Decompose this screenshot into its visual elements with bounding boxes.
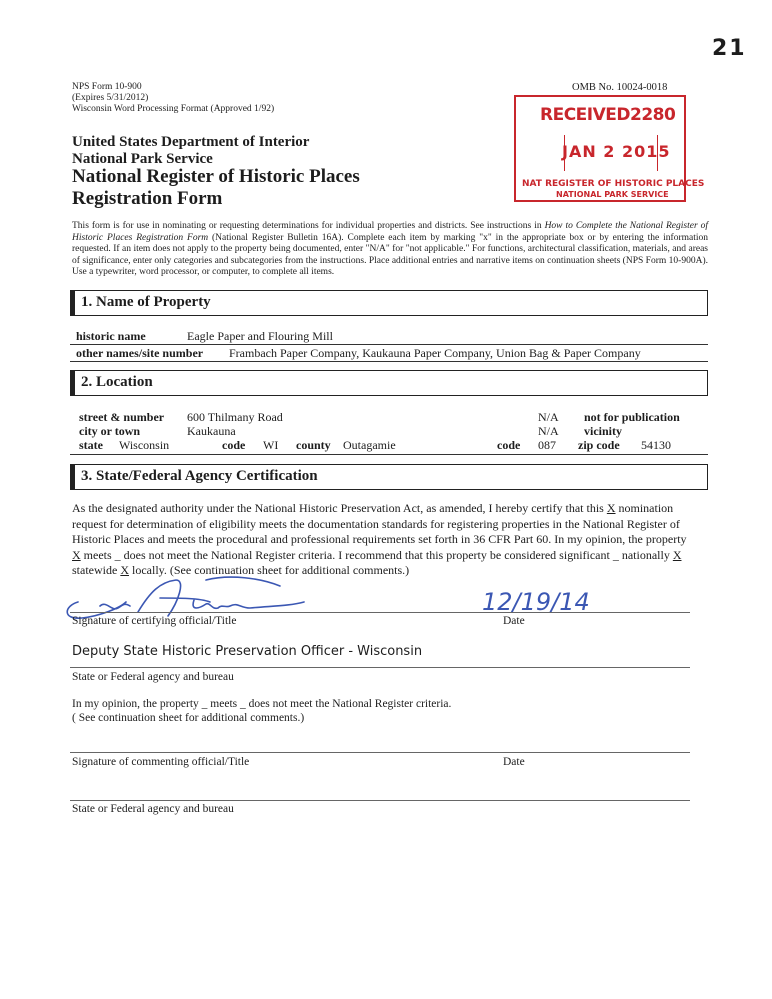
section-1-title: 1. Name of Property xyxy=(81,294,211,310)
service-title: National Park Service xyxy=(72,151,213,167)
vicinity-label: vicinity xyxy=(584,424,622,438)
agency-line xyxy=(70,667,690,668)
section-3-header xyxy=(70,464,708,490)
city-value: Kaukauna xyxy=(187,424,236,438)
county-label: county xyxy=(296,438,331,452)
zip-value: 54130 xyxy=(641,438,671,452)
omb-number: OMB No. 10024-0018 xyxy=(572,82,668,93)
agency-label: State or Federal agency and bureau xyxy=(72,671,234,683)
city-label: city or town xyxy=(79,424,141,438)
meets-mark: X xyxy=(72,547,81,562)
section-2-title: 2. Location xyxy=(81,374,153,390)
state-label: state xyxy=(79,438,103,452)
page-number: 21 xyxy=(712,36,747,61)
comment-signature-label: Signature of commenting official/Title xyxy=(72,756,250,768)
opinion-block xyxy=(72,697,451,725)
official-title: Deputy State Historic Preservation Officer - Wisconsin xyxy=(72,644,423,659)
historic-name-label: historic name xyxy=(76,329,146,343)
certification-paragraph: As the designated authority under the National Historic Preservation Act, as amended, I hereby certify that this X nomination request for determination of eligibility meets the documentation standards for registering properties in the National Register of Historic Places and meets the procedural and professional requirements set forth in 36 CFR Part 60. In my opinion, the property X meets _ does not meet the National Register criteria. I recommend that this property be considered significant _ nationally X statewide X locally. (See continuation sheet for additional comments.) xyxy=(72,501,687,578)
department-title: United States Department of Interior xyxy=(72,134,310,150)
not-for-publication-label: not for publication xyxy=(584,410,680,424)
statewide-mark: X xyxy=(672,547,682,562)
county-value: Outagamie xyxy=(343,438,396,452)
comment-signature-line xyxy=(70,752,690,753)
divider xyxy=(70,454,708,455)
state-code-label: code xyxy=(222,438,246,452)
zip-label: zip code xyxy=(578,438,620,452)
historic-name-value: Eagle Paper and Flouring Mill xyxy=(187,329,333,343)
signature-label: Signature of certifying official/Title xyxy=(72,615,237,627)
register-title: National Register of Historic Places xyxy=(72,166,360,187)
agency-line-2 xyxy=(70,800,690,801)
see-continuation-text: ( See continuation sheet for additional comments.) xyxy=(72,712,305,724)
form-title xyxy=(72,166,360,210)
opinion-text: In my opinion, the property _ meets _ does not meet the National Register criteria. xyxy=(72,698,452,710)
date-label: Date xyxy=(503,615,525,627)
other-names-label: other names/site number xyxy=(76,346,204,360)
divider xyxy=(70,361,708,362)
county-code-label: code xyxy=(497,438,521,452)
divider xyxy=(70,344,708,345)
state-code-value: WI xyxy=(263,438,279,452)
city-na: N/A xyxy=(538,424,559,438)
agency-heading xyxy=(72,134,309,168)
form-header xyxy=(72,82,274,115)
section-1-header xyxy=(70,290,708,316)
nomination-mark: X xyxy=(606,501,616,515)
form-format: Wisconsin Word Processing Format (Approved 1/92) xyxy=(72,104,275,114)
street-na: N/A xyxy=(538,410,559,424)
received-stamp xyxy=(514,95,705,202)
street-value: 600 Thilmany Road xyxy=(187,410,283,424)
state-value: Wisconsin xyxy=(119,438,170,452)
section-2-header xyxy=(70,370,708,396)
county-code-value: 087 xyxy=(538,438,556,452)
form-number: NPS Form 10-900 xyxy=(72,82,142,92)
stamp-received: RECEIVED2280 xyxy=(540,105,676,125)
stamp-register-line: NAT REGISTER OF HISTORIC PLACES xyxy=(522,179,705,189)
signature-line xyxy=(70,612,690,613)
form-expiration: (Expires 5/31/2012) xyxy=(72,93,149,103)
section-3-title: 3. State/Federal Agency Certification xyxy=(81,468,318,484)
comment-date-label: Date xyxy=(503,756,525,768)
handwritten-date-text: 12/19/14 xyxy=(482,588,590,616)
registration-form-title: Registration Form xyxy=(72,188,223,209)
instructions-text-1: This form is for use in nominating or requesting determinations for individual properties and districts. See instructions in xyxy=(72,221,545,231)
stamp-date: JAN 2 2015 xyxy=(562,142,671,161)
historic-name-row xyxy=(76,329,146,344)
agency-label-2: State or Federal agency and bureau xyxy=(72,803,234,815)
instructions-paragraph xyxy=(72,221,708,279)
stamp-service-line: NATIONAL PARK SERVICE xyxy=(556,190,669,199)
other-names-value: Frambach Paper Company, Kaukauna Paper Company, Union Bag & Paper Company xyxy=(229,346,641,360)
street-label: street & number xyxy=(79,410,165,424)
instructions-text-2: (National Register Bulletin 16A). Complete each item by marking "x" in the appropriate box or by entering the information requested. If an item does not apply to the property being documented, enter "N/A" for "not applicable." For functions, architectural classification, materials, and areas of significance, enter only categories and subcategories from the instructions. Place additional entries and narrative items on continuation sheets (NPS Form 10-900A). Use a typewriter, word processor, or computer, to complete all items. xyxy=(72,232,708,278)
instructions-italic: How to Complete the National Register of Historic Places Registration Form xyxy=(72,221,708,243)
locally-mark: X xyxy=(120,563,129,578)
handwritten-date xyxy=(480,580,590,620)
